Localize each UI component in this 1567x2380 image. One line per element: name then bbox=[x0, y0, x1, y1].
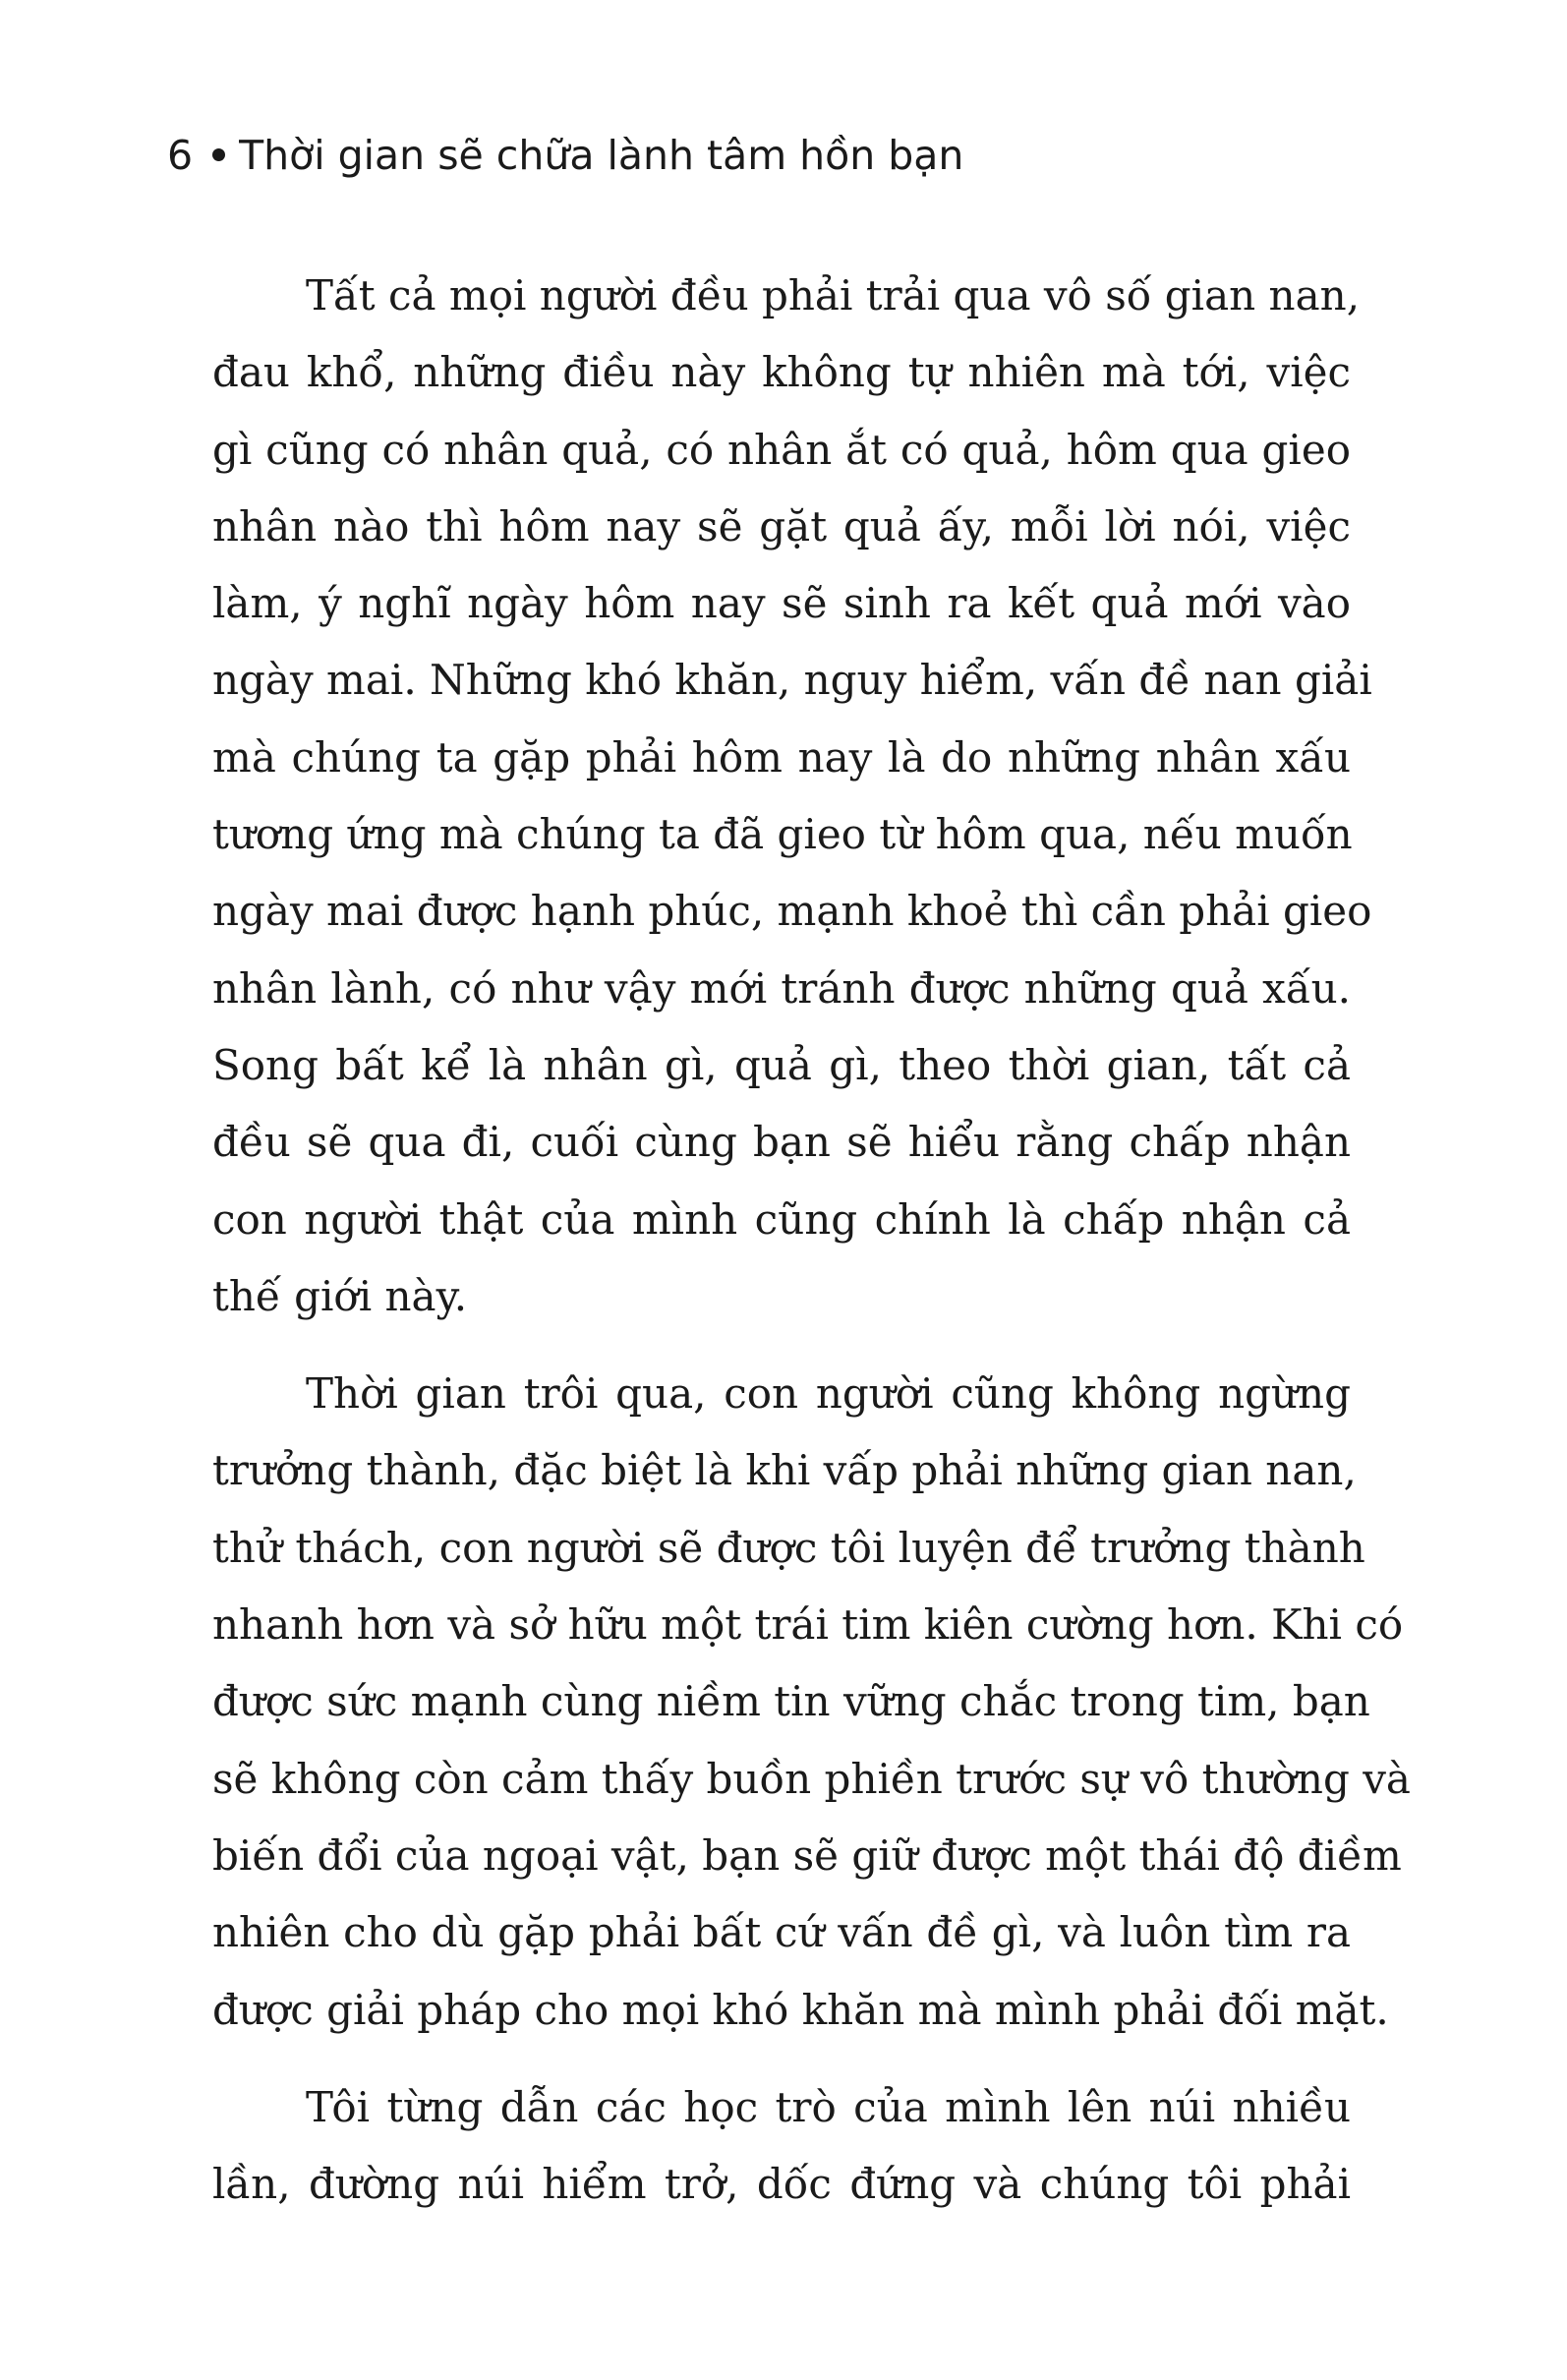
text-line: con người thật của mình cũng chính là chấp nhận cả bbox=[212, 1194, 1351, 1244]
text-line: Tất cả mọi người đều phải trải qua vô số gian nan, bbox=[306, 271, 1361, 319]
text-line: mà chúng ta gặp phải hôm nay là do những nhân xấu bbox=[212, 732, 1351, 782]
text-line: lần, đường núi hiểm trở, dốc đứng và chúng tôi phải bbox=[212, 2160, 1351, 2209]
text-line: được sức mạnh cùng niềm tin vững chắc trong tim, bạn bbox=[212, 1677, 1370, 1726]
text-line: Tôi từng dẫn các học trò của mình lên núi nhiều bbox=[306, 2082, 1351, 2131]
paragraph-1 bbox=[212, 258, 1372, 1335]
page-number: 6 bbox=[167, 132, 194, 179]
text-line: đều sẽ qua đi, cuối cùng bạn sẽ hiểu rằng chấp nhận bbox=[212, 1118, 1351, 1167]
text-line: gì cũng có nhân quả, có nhân ắt có quả, hôm qua gieo bbox=[212, 425, 1351, 474]
paragraph-2 bbox=[212, 1356, 1411, 2049]
text-line: nhân lành, có như vậy mới tránh được những quả xấu. bbox=[212, 963, 1351, 1013]
text-line: nhiên cho dù gặp phải bất cứ vấn đề gì, và luôn tìm ra bbox=[212, 1908, 1351, 1957]
text-line: nhân nào thì hôm nay sẽ gặt quả ấy, mỗi lời nói, việc bbox=[212, 501, 1351, 551]
text-line: biến đổi của ngoại vật, bạn sẽ giữ được một thái độ điềm bbox=[212, 1830, 1402, 1880]
text-line: nhanh hơn và sở hữu một trái tim kiên cường hơn. Khi có bbox=[212, 1600, 1404, 1650]
text-line: sẽ không còn cảm thấy buồn phiền trước sự vô thường và bbox=[212, 1754, 1411, 1803]
text-line: được giải pháp cho mọi khó khăn mà mình phải đối mặt. bbox=[212, 1985, 1389, 2034]
text-line: đau khổ, những điều này không tự nhiên mà tới, việc bbox=[212, 348, 1351, 397]
text-line: thế giới này. bbox=[212, 1271, 468, 1320]
text-line: trưởng thành, đặc biệt là khi vấp phải những gian nan, bbox=[212, 1446, 1357, 1495]
text-line: Song bất kể là nhân gì, quả gì, theo thời gian, tất cả bbox=[212, 1040, 1351, 1089]
bullet-separator bbox=[212, 148, 225, 161]
text-line: thử thách, con người sẽ được tôi luyện để trưởng thành bbox=[212, 1523, 1365, 1572]
text-line: Thời gian trôi qua, con người cũng không ngừng bbox=[306, 1369, 1351, 1419]
text-line: ngày mai được hạnh phúc, mạnh khoẻ thì cần phải gieo bbox=[212, 887, 1372, 936]
body-text bbox=[212, 258, 1411, 2223]
page-header bbox=[167, 126, 963, 185]
text-line: làm, ý nghĩ ngày hôm nay sẽ sinh ra kết quả mới vào bbox=[212, 579, 1351, 628]
running-title: Thời gian sẽ chữa lành tâm hồn bạn bbox=[239, 132, 964, 179]
text-line: tương ứng mà chúng ta đã gieo từ hôm qua, nếu muốn bbox=[212, 810, 1353, 859]
text-line: ngày mai. Những khó khăn, nguy hiểm, vấn đề nan giải bbox=[212, 656, 1372, 705]
paragraph-3 bbox=[212, 2069, 1351, 2224]
